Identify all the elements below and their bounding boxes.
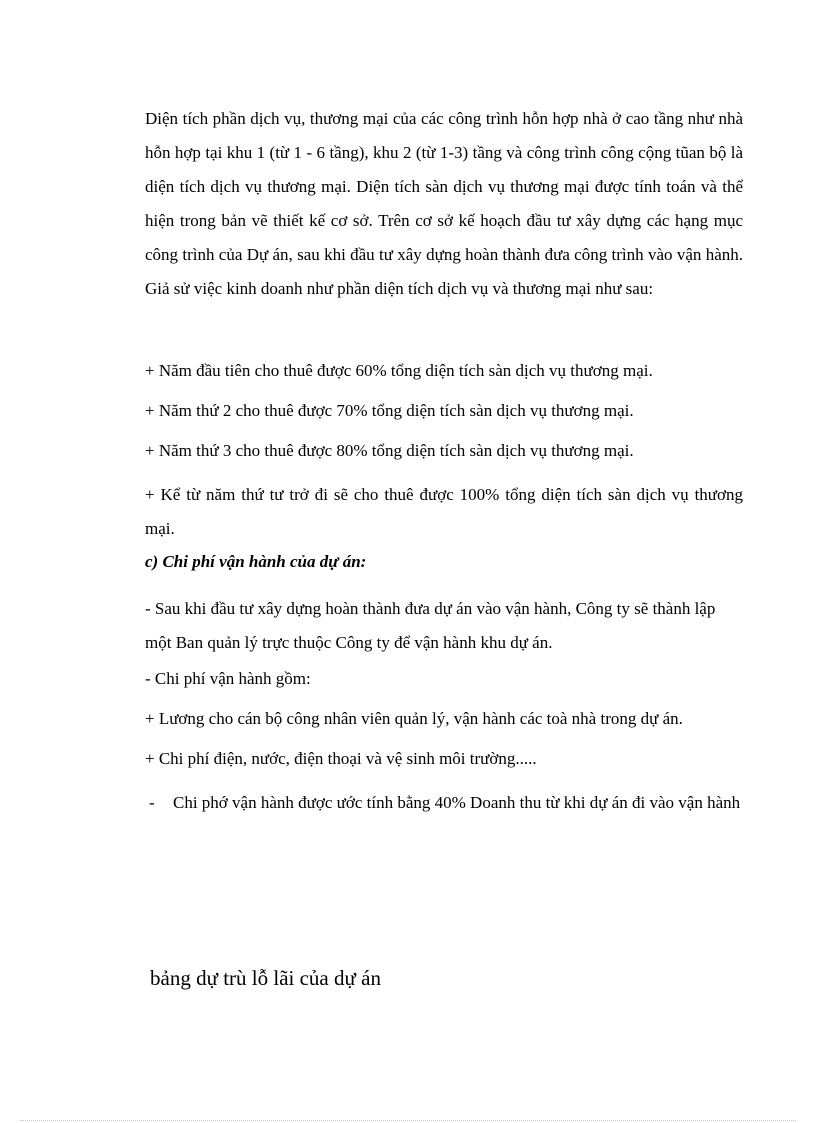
section-c-heading: c) Chi phí vận hành của dự án: [145, 552, 367, 571]
rental-year-2: + Năm thứ 2 cho thuê được 70% tổng diện tích sàn dịch vụ thương mại. [145, 401, 634, 420]
operation-costs-intro: - Chi phí vận hành gồm: [145, 669, 311, 688]
operation-cost-estimate-text: Chi phớ vận hành được ước tính bằng 40% Doanh thu từ khi dự án đi vào vận hành [173, 793, 741, 812]
page-bottom-divider [20, 1120, 796, 1121]
rental-year-1: + Năm đầu tiên cho thuê được 60% tổng diện tích sàn dịch vụ thương mại. [145, 361, 653, 380]
rental-year-4-onward: + Kể từ năm thứ tư trở đi sẽ cho thuê được 100% tổng diện tích sàn dịch vụ thương mại. [145, 485, 743, 538]
bullet-marker: - [149, 793, 155, 812]
intro-paragraph: Diện tích phần dịch vụ, thương mại của các công trình hỗn hợp nhà ở cao tầng như nhà hỗn hợp tại khu 1 (từ 1 - 6 tầng), khu 2 (từ 1-3) tầng và công trình công cộng tũan bộ là diện tích dịch vụ thương mại. Diện tích sàn dịch vụ thương mại được tính toán và thể hiện trong bản vẽ thiết kế cơ sở. Trên cơ sở kế hoạch đầu tư xây dựng các hạng mục công trình của Dự án, sau khi đầu tư xây dựng hoàn thành đưa công trình vào vận hành. Giả sử việc kinh doanh như phần diện tích dịch vụ và thương mại như sau: [145, 109, 743, 298]
profit-loss-table-title: bảng dự trù lỗ lãi của dự án [150, 966, 381, 990]
operation-cost-salary: + Lương cho cán bộ công nhân viên quản lý, vận hành các toà nhà trong dự án. [145, 709, 683, 728]
rental-year-3: + Năm thứ 3 cho thuê được 80% tổng diện tích sàn dịch vụ thương mại. [145, 441, 634, 460]
operation-cost-estimate [145, 786, 743, 820]
operation-cost-utilities: + Chi phí điện, nước, điện thoại và vệ sinh môi trường..... [145, 749, 537, 768]
operation-management-board: - Sau khi đầu tư xây dựng hoàn thành đưa dự án vào vận hành, Công ty sẽ thành lập một Ban quản lý trực thuộc Công ty để vận hành khu dự án. [145, 599, 716, 652]
